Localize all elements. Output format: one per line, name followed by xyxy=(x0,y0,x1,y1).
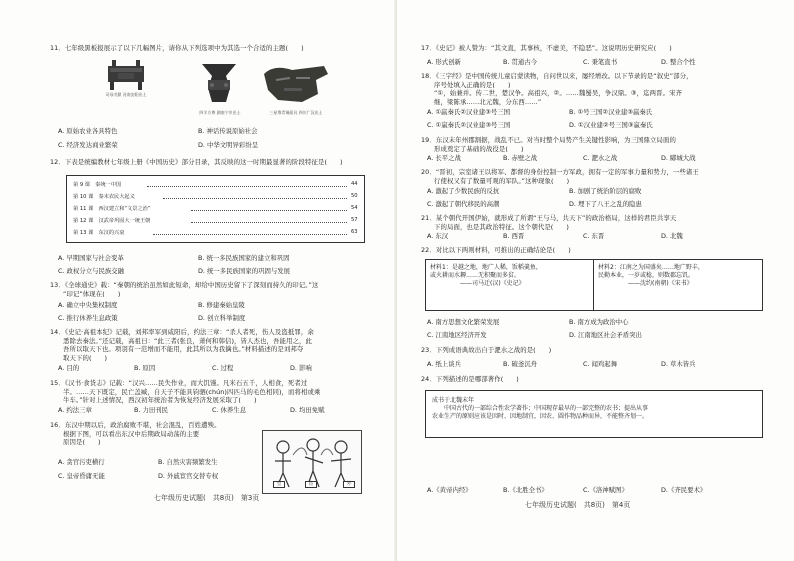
q22-option-c[interactable]: C. 江南地区经济开发 xyxy=(427,331,487,339)
q17-option-c[interactable]: C. 秉笔直书 xyxy=(583,58,618,66)
q24-option-b[interactable]: B.《北胜全书》 xyxy=(503,486,548,494)
q14-option-b[interactable]: B. 原因 xyxy=(134,364,156,372)
question-17-stem: 17．《史记》被人赞为：“其文直，其事核，不虚美，不隐恶”。这说明历史研究应( ) xyxy=(421,44,672,52)
q14-option-d[interactable]: D. 影响 xyxy=(290,364,312,372)
q22-option-a[interactable]: A. 南方思想文化繁荣发展 xyxy=(427,318,500,326)
q18-option-b[interactable]: B. ①号三国②汉业建③嬴秦氏 xyxy=(569,108,653,116)
q16-option-d[interactable]: D. 外戚宦官交替专权 xyxy=(158,472,219,480)
q24-option-d[interactable]: D.《齐民要术》 xyxy=(661,486,707,494)
q24-option-c[interactable]: C.《洛神赋图》 xyxy=(583,486,628,494)
q22-option-b[interactable]: B. 南方成为政治中心 xyxy=(569,318,629,326)
q12-option-c[interactable]: C. 政权分立与民族交融 xyxy=(58,267,125,275)
question-16-stem: 16．东汉中期以后，政治腐败不堪，社会混乱，百姓遭殃。 根据下图，可以看出东汉中后期政局动荡的主要 原因是( ) xyxy=(50,421,221,446)
q21-option-b[interactable]: B. 西晋 xyxy=(503,232,525,240)
question-24-stem: 24．下列描述的是哪部著作( ) xyxy=(421,375,519,383)
q23-option-b[interactable]: B. 破釜沉舟 xyxy=(503,360,538,368)
sketch-label-emperor: 皇 xyxy=(273,481,285,488)
q14-option-c[interactable]: C. 过程 xyxy=(212,364,234,372)
question-20-stem: 20．“晋初，宗室诸王以将军、都督的身份控制一方军政，拥有一定的军事力量和势力，一些诸王 行使权又有了数量可观的军队。”这种现象( ) xyxy=(421,168,699,185)
q15-option-d[interactable]: D. 均田免赋 xyxy=(290,406,325,414)
question-15-stem: 15．《汉书·食货志》记载：“汉兴……民失作业，而大饥馑。凡米石五千，人相食，死者过 半。……天下既定，民亡盖臧，自天子不能具钧驷(chún)四匹马的毛色相同)，而将相或乘 牛车。”针对上述情况，西汉初年统治者为恢复经济发展采取了( ) xyxy=(50,379,321,404)
page-footer-right: 七年级历史试题( 共8页) 第4页 xyxy=(525,501,631,509)
q16-option-a[interactable]: A. 贪官污吏横行 xyxy=(58,458,105,466)
toc-row-page: 50 xyxy=(351,193,358,199)
q17-option-a[interactable]: A. 形式创新 xyxy=(427,58,461,66)
q13-option-a[interactable]: A. 确立中央集权制度 xyxy=(58,301,118,309)
question-19-stem: 19．东汉末年州郡割据，战乱不已。对当时整个局势产生关键性影响，为三国鼎立局面的 形成奠定了基础的战役是( ) xyxy=(421,136,676,153)
sketch-label-eunuch: 宦 xyxy=(305,481,317,488)
toc-row-label: 第 10 课 秦末农民大起义 xyxy=(73,194,135,200)
ding-caption: 司母戊鼎 河南安阳出土 xyxy=(105,92,147,97)
q18-option-c[interactable]: C. ①嬴秦氏②汉业建③号三国 xyxy=(427,121,511,129)
exam-page-right xyxy=(397,0,794,561)
q24-option-a[interactable]: A.《黄帝内经》 xyxy=(427,486,472,494)
sketch-label-consort-clan: 外 xyxy=(343,481,355,488)
q20-option-d[interactable]: D. 埋下了八王之乱的隐患 xyxy=(569,200,642,208)
book-description-box xyxy=(425,390,763,438)
q11-option-b[interactable]: B. 神话传说原始社会 xyxy=(198,127,258,135)
q20-option-a[interactable]: A. 激起了少数民族的反抗 xyxy=(427,187,500,195)
q21-option-a[interactable]: A. 东汉 xyxy=(427,232,449,240)
q19-option-c[interactable]: C. 淝水之战 xyxy=(583,154,618,162)
q21-option-d[interactable]: D. 北魏 xyxy=(661,232,683,240)
toc-row-page: 63 xyxy=(351,229,358,235)
toc-row-page: 44 xyxy=(351,181,358,187)
q22-option-d[interactable]: D. 江南地区社会矛盾突出 xyxy=(569,331,642,339)
q13-option-d[interactable]: D. 创立科举制度 xyxy=(198,314,246,322)
q12-option-d[interactable]: D. 统一多民族国家的巩固与发展 xyxy=(198,267,291,275)
q23-option-c[interactable]: C. 闻鸡起舞 xyxy=(583,360,618,368)
q16-option-b[interactable]: B. 自然灾害频繁发生 xyxy=(158,458,218,466)
q23-option-a[interactable]: A. 纸上谈兵 xyxy=(427,360,461,368)
q19-option-a[interactable]: A. 长平之战 xyxy=(427,154,461,162)
material-2-text: 材料2：江南之为国盛矣……地广野丰， 民勤本业，一岁或稔，则数郡忘饥。 ——沈约(南朝)《宋书》 xyxy=(598,264,704,288)
toc-row-label: 第 12 课 汉武帝巩固大一统王朝 xyxy=(73,218,151,224)
textbook-toc-table xyxy=(66,175,365,243)
q17-option-d[interactable]: D. 整合个性 xyxy=(661,58,696,66)
question-14-stem: 14．《史记·高祖本纪》记载，刘邦率军到咸阳后，约法三章：“杀人者死，伤人及盗抵罪，余 悉除去秦法。”还记载，高祖曰：“此三者(张良，萧何和韩信)，皆人杰也，吾能用之，此 吾所以取天下也。项羽有一范增而不能用，此其所以为我擒也。”材料描述的是刘邦夺 取天下的( ) xyxy=(50,328,314,362)
page-footer-left: 七年级历史试题( 共8页) 第3页 xyxy=(154,494,260,502)
q13-option-b[interactable]: B. 修建秦始皇陵 xyxy=(198,301,245,309)
q15-option-b[interactable]: B. 力田刊民 xyxy=(134,406,169,414)
question-13-stem: 13．《全球通史》载：“秦朝的统治虽然如此短命，却给中国历史留下了深刻而持久的印记。”这 “印记”体现在( ) xyxy=(50,281,319,298)
political-cartoon-image xyxy=(262,430,362,494)
q19-option-d[interactable]: D. 郾城大战 xyxy=(661,154,696,162)
q20-option-b[interactable]: B. 加剧了统治阶层的腐败 xyxy=(569,187,642,195)
material-box xyxy=(425,259,763,311)
toc-row-label: 第 9 课 秦统一中国 xyxy=(73,182,122,188)
q19-option-b[interactable]: B. 赤壁之战 xyxy=(503,154,538,162)
bronze-zun-icon xyxy=(196,62,242,104)
toc-row-page: 54 xyxy=(351,205,358,211)
q23-option-d[interactable]: D. 草木皆兵 xyxy=(661,360,696,368)
zun-caption: 四羊方尊 湖南宁乡出土 xyxy=(199,110,241,115)
q21-option-c[interactable]: C. 东晋 xyxy=(583,232,605,240)
q12-option-b[interactable]: B. 统一多民族国家的建立和巩固 xyxy=(198,254,290,262)
q15-option-a[interactable]: A. 约法三章 xyxy=(58,406,92,414)
toc-row-label: 第 13 课 东汉的兴衰 xyxy=(73,230,125,236)
q20-option-c[interactable]: C. 激起了朝代移民的高潮 xyxy=(427,200,500,208)
q18-option-a[interactable]: A. ①嬴秦氏②汉业建③号三国 xyxy=(427,108,511,116)
question-22-stem: 22．对比以下两则材料，可推出的正确结论是( ) xyxy=(421,246,571,254)
question-23-stem: 23．下列成语典故出自于淝水之战的是( ) xyxy=(421,346,552,354)
q13-option-c[interactable]: C. 推行休养生息政策 xyxy=(58,314,118,322)
question-11-stem: 11．七年级黑板报展示了以下几幅图片，请你从下列选项中为其选一个合适的主题( ) xyxy=(50,44,304,52)
q11-option-d[interactable]: D. 中华文明异彩纷呈 xyxy=(198,141,259,149)
q11-option-c[interactable]: C. 经济发达商业繁荣 xyxy=(58,141,118,149)
question-12-stem: 12．下表是统编教材七年级上册《中国历史》部分目录，其反映的这一时期最显著的阶段特征是( ) xyxy=(50,158,343,166)
q14-option-a[interactable]: A. 目的 xyxy=(58,364,80,372)
question-21-stem: 21．某个朝代开国伊始，就形成了所谓“王与马，共天下”的政治格局，这样的君臣共享天 下的局面，也是其政治特征。这个朝代是( ) xyxy=(421,214,677,231)
toc-row-page: 57 xyxy=(351,217,358,223)
material-1-text: 材料1：是越之地，地广人稀，饭稻羹鱼， 或火耕而水耨……无积聚而多贫。 ——司马迁(汉)《史记》 xyxy=(430,264,542,288)
q15-option-c[interactable]: C. 休养生息 xyxy=(212,406,247,414)
q11-option-a[interactable]: A. 原始农业各具特色 xyxy=(58,127,118,135)
question-18-stem: 18．《三字经》是中国传统儿童启蒙读物，自问世以来，屡经增改。以下节录的是“叙史”部分， 序号处填入正确的是( ) “①，始兼并。传二世，楚汉争。高祖兴，②。……魏蜀吴，争汉鼎。③，迄两晋。宋齐 继，梁陈承……北元魏，分东西……” xyxy=(421,72,693,106)
q18-option-d[interactable]: D. ①汉业建②号三国③嬴秦氏 xyxy=(569,121,653,129)
toc-row-label: 第 11 课 西汉建立和“文景之治” xyxy=(73,206,151,212)
q12-option-a[interactable]: A. 早期国家与社会变革 xyxy=(58,254,124,262)
book-description-text: 成书于北魏末年 中国古代的一部综合性农学著作；中国现存最早的一部完整的农书；提出从事 农业生产的原则应该是因时、因地制宜，因农、圆作物品种而异，不能整齐划一。 xyxy=(432,397,649,421)
q17-option-b[interactable]: B. 贯通古今 xyxy=(503,58,538,66)
mask-caption: 三星堆青铜面具 四川广汉出土 xyxy=(269,110,323,115)
bronze-ding-icon xyxy=(100,58,152,90)
bronze-mask-icon xyxy=(262,64,330,104)
q16-option-c[interactable]: C. 皇帝昏庸无能 xyxy=(58,472,105,480)
